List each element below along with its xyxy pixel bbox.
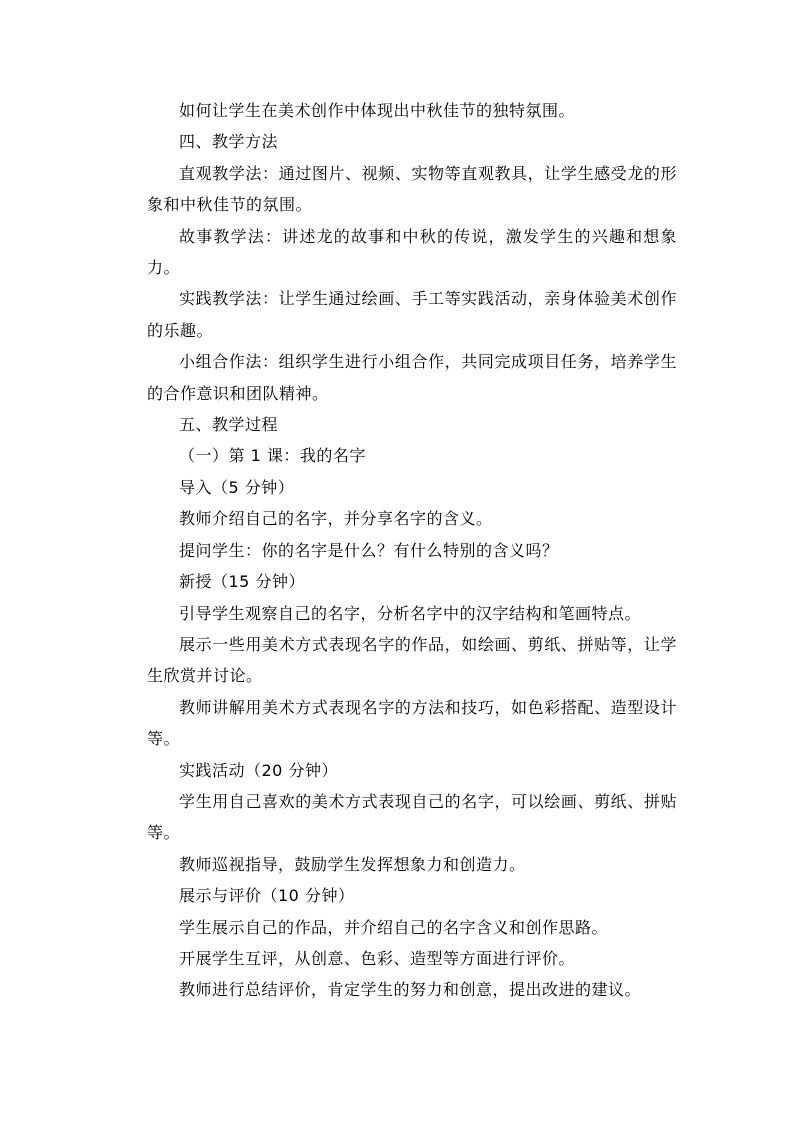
- subheading-new-lesson: 新授（15 分钟）: [179, 572, 305, 592]
- paragraph-students-show: 学生展示自己的作品，并介绍自己的名字含义和创作思路。: [179, 917, 609, 937]
- subheading-introduction: 导入（5 分钟）: [179, 477, 295, 497]
- paragraph-group-method: 小组合作法：组织学生进行小组合作，共同完成项目任务，培养学生的合作意识和团队精神。: [147, 352, 677, 403]
- paragraph-teacher-summary: 教师进行总结评价，肯定学生的努力和创意，提出改进的建议。: [179, 980, 642, 1000]
- paragraph-ask-students: 提问学生：你的名字是什么？有什么特别的含义吗？: [179, 540, 559, 560]
- paragraph-explain-methods: 教师讲解用美术方式表现名字的方法和技巧，如色彩搭配、造型设计等。: [147, 697, 677, 749]
- paragraph-observe-names: 引导学生观察自己的名字，分析名字中的汉字结构和笔画特点。: [179, 603, 642, 623]
- paragraph-show-works: 展示一些用美术方式表现名字的作品，如绘画、剪纸、拼贴等，让学生欣赏并讨论。: [147, 634, 677, 686]
- subheading-show-evaluate: 展示与评价（10 分钟）: [179, 886, 355, 906]
- paragraph-peer-review: 开展学生互评，从创意、色彩、造型等方面进行评价。: [179, 948, 576, 968]
- paragraph-students-create: 学生用自己喜欢的美术方式表现自己的名字，可以绘画、剪纸、拼贴等。: [147, 791, 677, 843]
- subheading-practice-activity: 实践活动（20 分钟）: [179, 760, 338, 780]
- paragraph-teacher-intro: 教师介绍自己的名字，并分享名字的含义。: [179, 509, 493, 529]
- section-heading-teaching-methods: 四、教学方法: [179, 132, 279, 152]
- section-heading-teaching-process: 五、教学过程: [179, 415, 279, 435]
- paragraph-teacher-guide: 教师巡视指导，鼓励学生发挥想象力和创造力。: [179, 854, 526, 874]
- subheading-lesson-1: （一）第 1 课：我的名字: [179, 446, 366, 466]
- paragraph-practice-method: 实践教学法：让学生通过绘画、手工等实践活动，亲身体验美术创作的乐趣。: [147, 289, 677, 340]
- document-page: [147, 95, 677, 1006]
- paragraph-intro-line: 如何让学生在美术创作中体现出中秋佳节的独特氛围。: [179, 101, 576, 120]
- paragraph-story-method: 故事教学法：讲述龙的故事和中秋的传说，激发学生的兴趣和想象力。: [147, 226, 677, 278]
- paragraph-intuitive-method: 直观教学法：通过图片、视频、实物等直观教具，让学生感受龙的形象和中秋佳节的氛围。: [147, 163, 677, 215]
